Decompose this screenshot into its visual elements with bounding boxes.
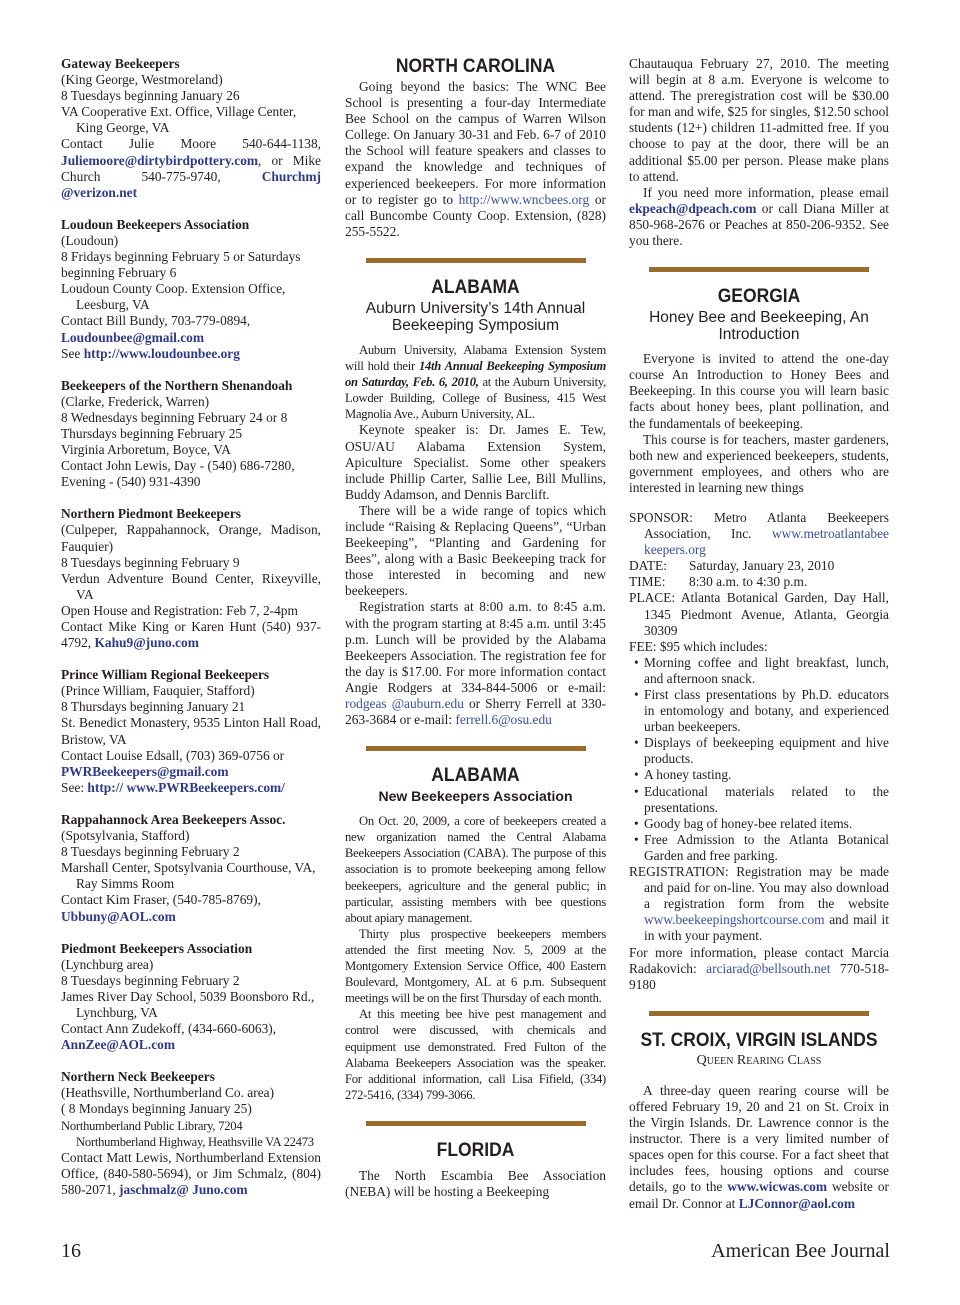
paragraph-text: If you need more information, please email [643,184,889,200]
section-georgia [629,286,889,993]
paragraph-text: The North Escambia Bee Association (NEBA) will be hosting a Beekeeping [345,1167,606,1199]
section-florida [345,1140,606,1200]
club-contact: Contact Ann Zudekoff, (434-660-6063), [61,1021,277,1037]
paragraph-text: For more information, please contact Marcia Radakovich: [629,944,889,976]
club-schedule: 8 Tuesdays beginning February 2 [61,972,240,988]
club-contact: Contact Julie Moore 540-644-1138, [61,136,321,152]
paragraph-keynote: Keynote speaker is: Dr. James E. Tew, OSU/AU Alabama Extension System, Apiculture Specialist. Some other speakers include Phillip Carter, Sallie Lee, Bill Mullins, Buddy Adamson, and Dennis Barclift. [345,422,606,502]
club-schedule: ( 8 Mondays beginning January 25) [61,1101,252,1117]
middle-column [345,56,606,1200]
club-area: (Culpeper, Rappahannock, Orange, Madison, Fauquier) [61,522,321,554]
email-link-ekpeach[interactable]: ekpeach@dpeach.com [629,200,757,216]
time-value: 8:30 a.m. to 4:30 p.m. [689,574,808,590]
list-item: • Morning coffee and light breakfast, lunch, and afternoon snack. [629,655,889,687]
registration-tail: and mail it in with your payment. [644,912,889,944]
club-schedule: 8 Tuesdays beginning January 26 [61,88,240,104]
section-title: ST. CROIX, VIRGIN ISLANDS [640,1029,878,1051]
list-item: • A honey tasting. [629,767,889,783]
event-name-emphasis: 14th Annual Beekeeping Symposium on Saturday, Feb. 6, 2010, [345,359,607,390]
journal-name: American Bee Journal [711,1240,890,1262]
club-location: Northumberland Public Library, 7204 Northumberland Highway, Heathsville VA 22473 [61,1118,314,1149]
paragraph-text: A three-day queen rearing course will be offered February 19, 20 and 21 on St. Croix in the Virgin Islands. Dr. Lawrence connor is the instructor. There is a very limited number of spaces open for this course. For a fact sheet that includes fees, housing options and course details, go to the [629,1082,889,1195]
email-link-connor[interactable]: LJConnor@aol.com [738,1195,855,1211]
club-name: Gateway Beekeepers [61,56,180,71]
club-piedmont [61,941,321,1054]
place-value: Atlanta Botanical Garden, Day Hall, 1345 Piedmont Avenue, Atlanta, Georgia 30309 [644,590,889,638]
club-area: (King George, Westmoreland) [61,72,223,88]
sponsor-value: Metro Atlanta Beekeepers Association, Inc. [644,509,889,542]
section-alabama-symposium [345,277,606,728]
club-schedule: 8 Thursdays beginning January 21 [61,699,246,715]
section-divider [366,746,586,751]
club-name: Beekeepers of the Northern Shenandoah [61,377,293,393]
paragraph-text: website or email Dr. Connor at [629,1179,889,1211]
club-email[interactable]: AnnZee@AOL.com [61,1037,175,1053]
section-divider [366,1121,586,1126]
club-location: Verdun Adventure Bound Center, Rixeyville, VA [61,570,321,602]
club-northern-neck [61,1069,321,1198]
date-label: DATE: [629,558,667,574]
fee-label: FEE: [629,638,657,654]
club-prince-william [61,667,321,796]
section-divider [649,1011,869,1016]
list-item: • Educational materials related to the presentations. [629,784,889,816]
paragraph-text: at the Auburn University, Lowder Building, College of Business, 415 West Magnolia Ave., Auburn University, AL. [345,375,607,422]
section-body-tail: or call Buncombe County Coop. Extension, (828) 255-5522. [345,191,606,239]
registration-label: REGISTRATION: [629,864,729,880]
club-location: Loudoun County Coop. Extension Office, Leesburg, VA [61,281,286,313]
paragraph-text: or Sherry Ferrell at 330-263-3684 or e-mail: [345,696,606,728]
registration-text: Registration may be made and paid for on-line. You may also download a registration form from the website [644,864,889,912]
section-subtitle: New Beekeepers Association [378,788,573,805]
email-link-ferrell[interactable]: ferrell.6@osu.edu [455,712,552,728]
fee-value: $95 which includes: [659,638,768,654]
club-area: (Spotsylvania, Stafford) [61,828,190,844]
section-title: GEORGIA [717,286,801,308]
club-area: (Clarke, Frederick, Warren) [61,393,210,409]
paragraph-text: or call Diana Miller at 850-968-2676 or Peaches at 850-206-9352. See you there. [629,200,889,249]
club-area: (Lynchburg area) [61,956,154,972]
club-email[interactable]: Kahu9@juno.com [94,635,199,651]
place-label: PLACE: [629,590,676,606]
club-contact: Contact John Lewis, Day - (540) 686-7280, Evening - (540) 931-4390 [61,458,295,490]
section-divider [366,258,586,263]
club-contact: Contact Kim Fraser, (540-785-8769), [61,892,261,908]
club-contact: Contact Mike King or Karen Hunt (540) 937-4792, [61,619,321,651]
club-loudoun [61,217,321,362]
section-title: NORTH CAROLINA [395,56,556,77]
list-item: • Free Admission to the Atlanta Botanical Garden and free parking. [629,832,889,864]
paragraph-text: Thirty plus prospective beekeepers members attended the first meeting Nov. 5, 2009 at the Montgomery Extension Service Office, 400 Eastern Boulevard, Montgomery, AL at 6 p.m. Subsequent meetings will be on the first Thursday of each month. [345,926,606,1006]
phone-text: 770-518-9180 [629,960,889,992]
club-website-link[interactable]: http://www.loudounbee.org [83,345,240,361]
club-see-label: See: [61,779,85,795]
section-st-croix [629,1030,889,1212]
list-item: • Displays of beekeeping equipment and hive products. [629,735,889,767]
club-area: (Prince William, Fauquier, Stafford) [61,683,255,699]
wicwas-link[interactable]: www.wicwas.com [727,1179,827,1195]
email-link-radakovich[interactable]: arciarad@bellsouth.net [706,960,831,976]
club-name: Northern Piedmont Beekeepers [61,506,241,522]
paragraph-text: On Oct. 20, 2009, a core of beekeepers created a new organization named the Central Alabama Beekeepers Association (CABA). The purpose of this association is to promote beekeeping among fellow beekeepers, agriculture and the general public; in particular, assisting members with bee questions about apiary management. [345,814,606,925]
right-column [629,56,889,1212]
paragraph-text: At this meeting bee hive pest management and control were discussed, with chemicals and equipment use demonstrated. Fred Fulton of the Alabama Beekeepers Association was the speaker. For additional information, call Lisa Fifield, (334) 272-5416, (334) 799-3066. [345,1007,606,1102]
section-subtitle: Queen Rearing Class [696,1052,822,1068]
club-name: Prince William Regional Beekeepers [61,667,270,683]
section-subtitle: Honey Bee and Beekeeping, An Introduction [649,309,869,344]
club-email[interactable]: Juliemoore@dirtybirdpottery.com [61,152,259,168]
paragraph-text: Chautauqua February 27, 2010. The meeting will begin at 8 a.m. Everyone is welcome to attend. The preregistration cost will be $30.00 for man and wife, $25 for singles, $12.50 school students (12+) children 11-admitted free. If you choose to pay at the door, there will be an additional $5.00 per person. Please make plans to attend. [629,56,889,184]
club-schedule: 8 Wednesdays beginning February 24 or 8 Thursdays beginning February 25 [61,409,288,441]
includes-list [629,655,889,864]
paragraph-registration: Registration starts at 8:00 a.m. to 8:45 a.m. with the program starting at 8:45 a.m. until 3:45 p.m. Lunch will be provided by the Alabama Beekeepers Association. The registration fee for the day is $17.00. For more information contact Angie Rodgers at 334-844-5006 or e-mail: [345,599,606,695]
page-number: 16 [61,1240,81,1262]
paragraph-text: Auburn University, Alabama Extension System will hold their [345,342,606,374]
club-name: Loudoun Beekeepers Association [61,216,250,232]
registration-link[interactable]: www.beekeepingshortcourse.com [644,912,825,928]
sponsor-label: SPONSOR: [629,509,694,525]
club-email[interactable]: Ubbuny@AOL.com [61,908,176,924]
club-website-link[interactable]: http:// www.PWRBeekeepers.com/ [87,779,285,795]
paragraph-topics: There will be a wide range of topics which include “Raising & Replacing Queens”, “Urban Beekeeping”, “Planting and Gardening for Bees”, along with a Basic Beekeeping track for those interested in becoming and new beekeepers. [345,502,606,599]
list-item: • Goody bag of honey-bee related items. [629,816,889,832]
club-contact: Contact Louise Edsall, (703) 369-0756 or [61,747,285,763]
section-alabama-new-assoc [345,765,606,1103]
club-schedule: 8 Tuesdays beginning February 2 [61,844,240,860]
sponsor-link[interactable]: www.metroatlantabee keepers.org [644,526,889,558]
club-location: James River Day School, 5039 Boonsboro Rd., Lynchburg, VA [61,988,315,1020]
club-gateway [61,56,321,201]
club-email-2[interactable]: Churchmj @verizon.net [61,168,321,200]
club-see-label: See [61,345,81,361]
club-contact: Contact Bill Bundy, 703-779-0894, [61,313,251,329]
club-area: (Heathsville, Northumberland Co. area) [61,1085,275,1101]
paragraph-text: Everyone is invited to attend the one-day course An Introduction to Honey Bees and Beekeeping. In this course you will learn basic facts about honey bees, plant pollination, and the fundamentals of beekeeping. [629,351,889,431]
club-schedule: 8 Fridays beginning February 5 or Saturdays beginning February 6 [61,249,301,281]
left-column [61,56,321,1198]
section-subtitle: Auburn University’s 14th Annual Beekeeping Symposium [365,299,586,334]
section-title: ALABAMA [431,765,520,787]
paragraph-text: This course is for teachers, master gardeners, both new and experienced beekeepers, students, government employees, and others who are interested in learning new things [629,431,889,495]
club-contact-2: , or Mike Church 540-775-9740, [61,152,321,184]
club-open-house: Open House and Registration: Feb 7, 2-4pm [61,602,298,618]
list-item: • First class presentations by Ph.D. educators in entomology and botany, and experienced urban beekeepers. [629,687,889,735]
email-link-rodgers[interactable]: rodgeas @auburn.edu [345,696,464,711]
club-email[interactable]: PWRBeekeepers@gmail.com [61,763,229,779]
section-florida-continued [629,56,889,249]
date-value: Saturday, January 23, 2010 [689,558,835,574]
club-contact: Contact Matt Lewis, Northumberland Extension Office, (840-580-5694), or Jim Schmalz, (804) 580-2071, [61,1149,321,1197]
club-location: St. Benedict Monastery, 9535 Linton Hall Road, Bristow, VA [61,715,321,747]
section-body: Going beyond the basics: The WNC Bee School is presenting a four-day Intermediate Bee School on the campus of Warren Wilson College. On January 30-31 and Feb. 6-7 of 2010 the School will feature speakers and classes to expand the knowledge and techniques of experienced beekeepers. For more information or to register go to [345,79,606,207]
club-email[interactable]: jaschmalz@ Juno.com [119,1181,248,1197]
club-name: Piedmont Beekeepers Association [61,940,253,956]
club-northern-piedmont [61,506,321,651]
club-location: VA Cooperative Ext. Office, Village Center, King George, VA [61,104,297,136]
club-email[interactable]: Loudounbee@gmail.com [61,329,205,345]
club-location: Marshall Center, Spotsylvania Courthouse, VA, Ray Simms Room [61,860,316,892]
club-name: Northern Neck Beekeepers [61,1069,215,1085]
club-northern-shenandoah [61,378,321,491]
club-location: Virginia Arboretum, Boyce, VA [61,442,231,458]
club-schedule: 8 Tuesdays beginning February 9 [61,554,240,570]
section-divider [649,267,869,272]
section-title: FLORIDA [436,1139,515,1161]
club-rappahannock [61,812,321,925]
time-label: TIME: [629,574,666,590]
club-name: Rappahannock Area Beekeepers Assoc. [61,811,286,827]
club-area: (Loudoun) [61,232,119,248]
section-north-carolina [345,56,606,240]
section-title: ALABAMA [431,276,520,298]
wncbees-link[interactable]: http://www.wncbees.org [458,191,590,207]
